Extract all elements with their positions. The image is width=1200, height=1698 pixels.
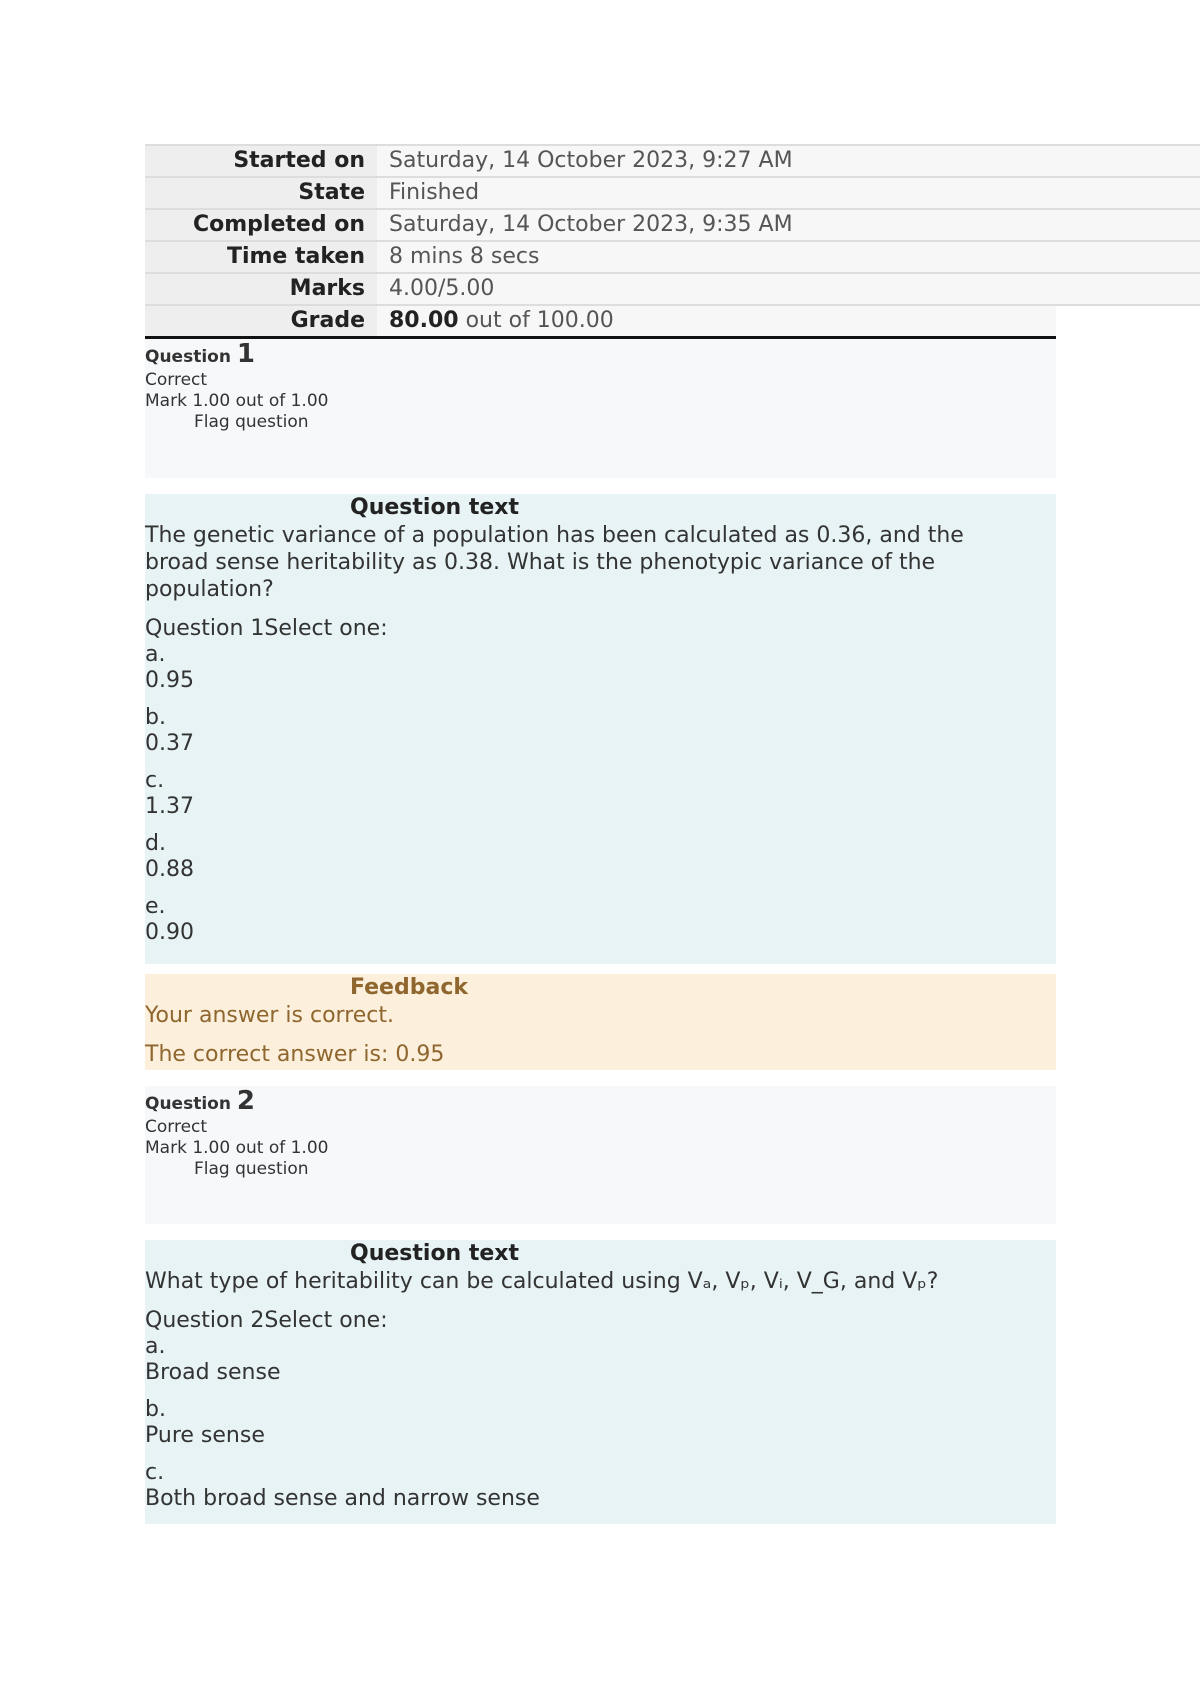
question-text-heading: Question text (350, 495, 520, 520)
summary-row-time-taken (145, 242, 1200, 274)
summary-value: Saturday, 14 October 2023, 9:35 AM (377, 210, 1200, 240)
attempt-summary-table (145, 144, 1200, 339)
question-mark: Mark 1.00 out of 1.00 (145, 1138, 329, 1158)
summary-row-grade (145, 306, 1056, 339)
option-text: 0.37 (145, 731, 194, 756)
grade-suffix: out of 100.00 (458, 308, 614, 333)
question-label: Question (145, 347, 231, 367)
select-one-prompt: Question 2Select one: (145, 1308, 388, 1333)
answer-option-c[interactable] (145, 1460, 1056, 1512)
flag-question-link[interactable]: Flag question (194, 1159, 309, 1179)
option-letter: d. (145, 831, 166, 856)
feedback-correct-answer: The correct answer is: 0.95 (145, 1042, 445, 1067)
summary-row-started (145, 146, 1200, 178)
answer-option-e[interactable] (145, 894, 1056, 946)
question-number: 2 (236, 1086, 255, 1116)
option-text: 0.95 (145, 668, 194, 693)
flag-question-link[interactable]: Flag question (194, 412, 309, 432)
question-status: Correct (145, 370, 208, 390)
option-text: 1.37 (145, 794, 194, 819)
answer-option-a[interactable] (145, 1334, 1056, 1386)
option-text: Pure sense (145, 1423, 265, 1448)
grade-value (377, 306, 1056, 336)
summary-value: Finished (377, 178, 1200, 208)
summary-value: 4.00/5.00 (377, 274, 1200, 304)
option-text: 0.88 (145, 857, 194, 882)
option-letter: a. (145, 642, 166, 667)
option-letter: e. (145, 894, 166, 919)
option-letter: c. (145, 1460, 165, 1485)
summary-row-completed (145, 210, 1200, 242)
option-text: 0.90 (145, 920, 194, 945)
option-text: Broad sense (145, 1360, 281, 1385)
question-label: Question (145, 1094, 231, 1114)
question-status: Correct (145, 1117, 208, 1137)
answer-option-b[interactable] (145, 705, 1056, 757)
summary-label: Time taken (145, 242, 377, 272)
quiz-review-page (145, 144, 1200, 1524)
answer-option-a[interactable] (145, 642, 1056, 694)
question-number: 1 (236, 339, 255, 369)
question-1-feedback (145, 974, 1056, 1070)
summary-label: Completed on (145, 210, 377, 240)
question-1-info (145, 339, 1056, 478)
answer-option-d[interactable] (145, 831, 1056, 883)
select-one-prompt: Question 1Select one: (145, 616, 388, 641)
option-letter: b. (145, 705, 166, 730)
option-letter: c. (145, 768, 165, 793)
summary-label: Marks (145, 274, 377, 304)
feedback-result: Your answer is correct. (145, 1003, 395, 1028)
answer-option-c[interactable] (145, 768, 1056, 820)
summary-value: Saturday, 14 October 2023, 9:27 AM (377, 146, 1200, 176)
grade-score: 80.00 (389, 308, 459, 333)
question-number-line (145, 1088, 1056, 1117)
summary-row-state (145, 178, 1200, 210)
feedback-heading: Feedback (350, 975, 468, 1000)
summary-label: Grade (145, 306, 377, 336)
answer-option-b[interactable] (145, 1397, 1056, 1449)
question-2-formulation (145, 1240, 1056, 1524)
question-1-formulation (145, 494, 1056, 964)
question-number-line (145, 341, 1056, 370)
question-2-info (145, 1086, 1056, 1224)
question-text: What type of heritability can be calculated using Vₐ, Vₚ, Vᵢ, V_G, and Vₚ? (145, 1269, 939, 1294)
summary-row-marks (145, 274, 1200, 306)
summary-value: 8 mins 8 secs (377, 242, 1200, 272)
question-text-heading: Question text (350, 1241, 520, 1266)
summary-label: State (145, 178, 377, 208)
option-text: Both broad sense and narrow sense (145, 1486, 540, 1511)
option-letter: b. (145, 1397, 166, 1422)
summary-label: Started on (145, 146, 377, 176)
option-letter: a. (145, 1334, 166, 1359)
question-mark: Mark 1.00 out of 1.00 (145, 391, 329, 411)
question-text: The genetic variance of a population has been calculated as 0.36, and the broad sense heritability as 0.38. What is the phenotypic variance of the population? (145, 523, 964, 602)
